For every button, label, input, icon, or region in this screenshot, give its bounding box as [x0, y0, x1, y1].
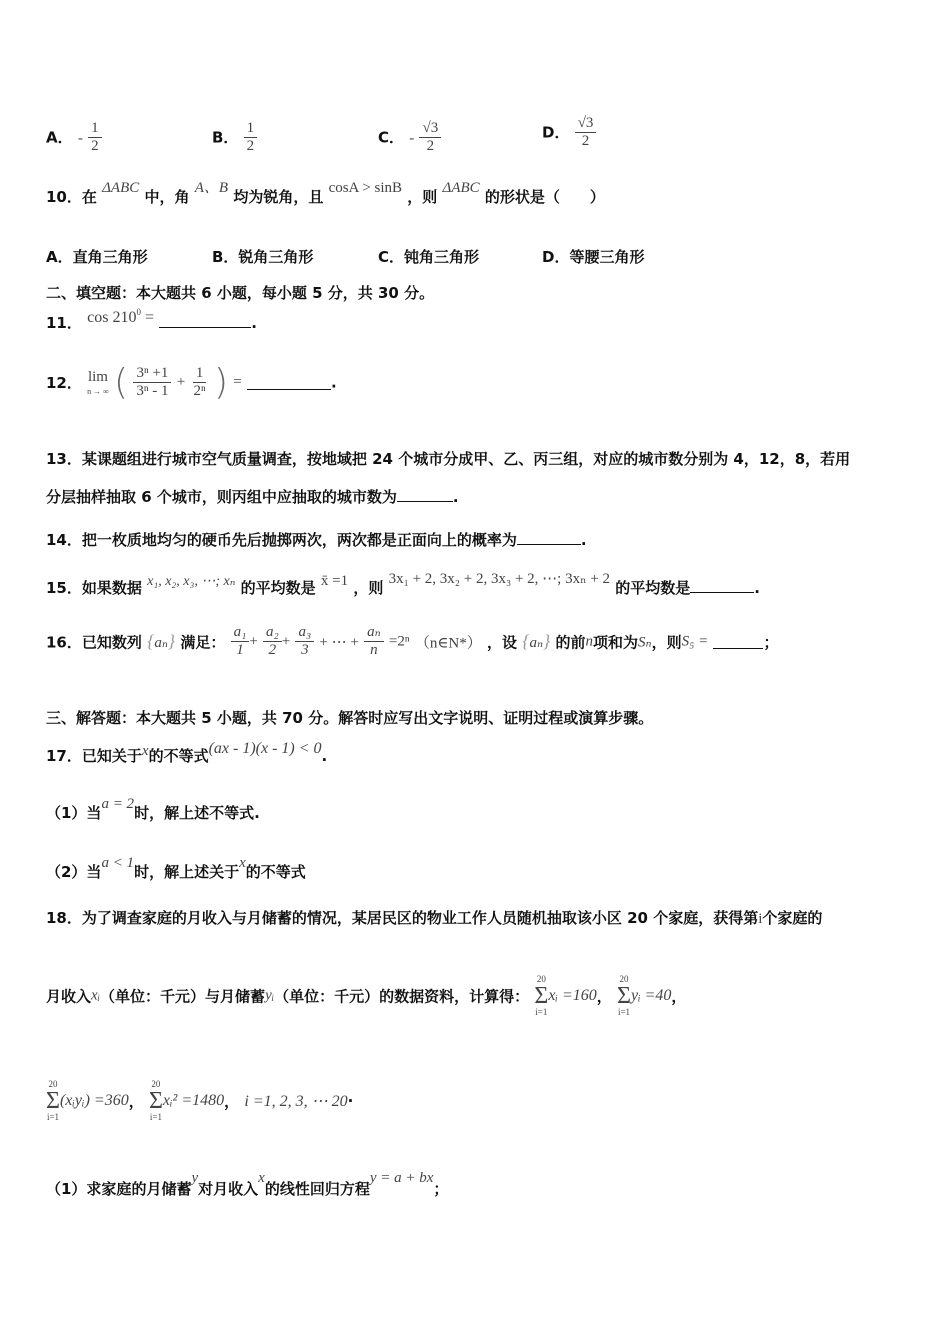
text: 对月收入 — [198, 1180, 259, 1198]
numerator: a₃ — [295, 624, 314, 642]
fraction-a1 — [231, 624, 250, 660]
question-number: 15． — [46, 579, 82, 597]
period: . — [580, 531, 587, 549]
dot: · — [347, 1092, 354, 1110]
plus: + — [176, 374, 186, 390]
q10-option-a: A．直角三角形 — [46, 248, 148, 266]
text: 已知关于 — [81, 747, 142, 765]
math-x: x — [239, 855, 246, 871]
fraction — [575, 115, 597, 151]
question-10 — [46, 180, 605, 207]
question-11 — [46, 307, 257, 333]
text: 已知数列 — [81, 633, 142, 652]
text: 月收入 — [46, 987, 92, 1006]
math-mean: x̄ =1 — [320, 573, 349, 589]
question-number: 11． — [46, 314, 82, 332]
semicolon: ； — [433, 1180, 449, 1198]
math-s5: S₅ = — [681, 633, 709, 650]
period: . — [754, 579, 760, 597]
q10-option-d: D．等腰三角形 — [542, 248, 645, 266]
q9-option-d — [542, 115, 596, 151]
option-label: C． — [378, 128, 405, 147]
text: 如果数据 — [81, 579, 142, 597]
index-range: i =1, 2, 3, ⋯ 20 — [244, 1093, 348, 1110]
math-sequence: {aₙ} — [522, 631, 551, 652]
denominator: 2 — [268, 642, 277, 659]
math-yi: yᵢ — [265, 987, 275, 1004]
q17-part-2 — [46, 855, 306, 882]
sigma-bottom: i=1 — [149, 1112, 162, 1122]
denominator: n — [370, 642, 378, 659]
denominator: 1 — [236, 642, 244, 659]
text: ，则 — [651, 633, 682, 652]
equals: = — [233, 374, 242, 390]
q17-part-1 — [46, 796, 260, 823]
q9-option-c — [378, 120, 441, 156]
math-condition: （n∈N*） — [414, 635, 482, 652]
sequence-term: aₙ — [529, 635, 544, 652]
text: （2）当 — [46, 863, 102, 881]
question-13-line-2 — [46, 486, 459, 507]
fraction — [419, 120, 441, 156]
text: 满足： — [180, 633, 226, 652]
text: 的平均数是 — [240, 579, 316, 597]
numerator: √3 — [419, 120, 441, 138]
q18-part-1 — [46, 1170, 449, 1199]
math-regression-equation: y = a + bx — [369, 1170, 434, 1186]
numerator: 1 — [88, 120, 102, 138]
math-n: n — [585, 633, 593, 650]
question-12 — [46, 362, 337, 403]
minus-sign: - — [409, 130, 415, 147]
comma: ， — [224, 1092, 240, 1111]
comma: ， — [128, 1092, 144, 1111]
question-17 — [46, 740, 328, 766]
sigma-bottom: i=1 — [46, 1112, 60, 1122]
answer-blank[interactable] — [159, 313, 251, 328]
math-triangle: ΔABC — [102, 180, 140, 196]
text: （1）当 — [46, 804, 102, 822]
sigma: 20 Σ i=1 — [46, 1079, 60, 1122]
period: . — [452, 488, 459, 506]
question-number: 10． — [46, 188, 82, 206]
sigma-bottom: i=1 — [535, 1007, 548, 1017]
math-condition: a < 1 — [101, 855, 135, 871]
fraction — [244, 120, 258, 156]
math-x: x — [141, 743, 149, 759]
sigma: 20 Σ i=1 — [148, 1079, 163, 1122]
text: 18．为了调查家庭的月收入与月储蓄的情况，某居民区的物业工作人员随机抽取该小区 20 个家庭，获得第 — [46, 909, 759, 927]
math-data-transformed: 3x₁ + 2, 3x₂ + 2, 3x₃ + 2, ⋯; 3xₙ + 2 — [388, 571, 611, 587]
math-i: i — [758, 911, 763, 927]
fraction-1 — [133, 365, 171, 401]
answer-blank[interactable] — [517, 530, 581, 545]
text: 项和为 — [592, 633, 638, 652]
text: 个家庭的 — [762, 909, 823, 927]
q10-option-b: B．锐角三角形 — [212, 248, 314, 266]
left-paren: ( — [114, 362, 129, 403]
numerator: a₁ — [231, 624, 250, 642]
answer-blank[interactable] — [397, 487, 453, 502]
question-15 — [46, 571, 760, 598]
denominator: 2 — [581, 133, 590, 150]
sigma-top: 20 — [48, 1079, 58, 1089]
denominator: 2 — [91, 138, 99, 155]
lim: lim — [87, 369, 108, 386]
option-label: A． — [46, 128, 73, 147]
text: ，则 — [407, 188, 438, 206]
limit — [87, 369, 109, 395]
math-triangle: ΔABC — [442, 180, 480, 196]
math-x: x — [258, 1170, 265, 1186]
sigma-bottom: i=1 — [617, 1007, 631, 1017]
text: 14．把一枚质地均匀的硬币先后抛掷两次，两次都是正面向上的概率为 — [46, 531, 517, 549]
numerator: 3ⁿ +1 — [133, 365, 171, 383]
text: 中，角 — [144, 188, 190, 206]
ellipsis: + ⋯ + — [319, 634, 359, 651]
sum-x-squared: xᵢ² =1480 — [162, 1092, 225, 1109]
numerator: aₙ — [364, 624, 384, 642]
lim-subscript: n → ∞ — [87, 386, 109, 396]
question-number: 16． — [46, 633, 82, 652]
text: （1）求家庭的月储蓄 — [46, 1180, 192, 1198]
text: 分层抽样抽取 6 个城市，则丙组中应抽取的城市数为 — [46, 488, 397, 506]
text: （单位：千元）的数据资料，计算得： — [274, 987, 530, 1006]
sequence-term: aₙ — [154, 635, 168, 652]
text: ，设 — [486, 633, 517, 652]
math-sn: Sₙ — [638, 634, 652, 651]
comma: ， — [671, 987, 687, 1006]
q9-option-b — [212, 120, 257, 156]
question-number: 12． — [46, 374, 82, 392]
minus-sign: - — [77, 130, 83, 147]
question-14 — [46, 529, 587, 550]
cos-expr: cos 210 — [87, 309, 137, 326]
text: （单位：千元）与月储蓄 — [100, 987, 266, 1006]
sigma-top: 20 — [619, 974, 629, 984]
semicolon: ； — [763, 633, 779, 652]
fraction — [88, 120, 102, 156]
text: 在 — [81, 188, 97, 206]
answer-blank[interactable] — [247, 375, 331, 390]
equals: = — [144, 309, 154, 326]
sum-x: xᵢ =160 — [548, 987, 597, 1004]
denominator: 2 — [246, 138, 255, 155]
text: 的不等式 — [148, 747, 209, 765]
period: . — [330, 373, 337, 392]
sigma: 20 Σ i=1 — [617, 974, 631, 1017]
math-condition: a = 2 — [101, 796, 135, 812]
math-cos — [87, 309, 154, 326]
question-16: 16．已知数列 {aₙ} 满足： $\frac{\text{a₁}}{1}$ + $\frac{\text{a₂}}{2}$ + $\frac{\text{a₃}}{3}$ + ⋯ + $\frac{\text{aₙ}}{n}$ =2ⁿ （n∈N*） ，设 {aₙ} 的前n项和为Sₙ，则S₅ = ； — [46, 624, 779, 659]
sum-y: yᵢ =40 — [630, 987, 672, 1004]
text: ，则 — [353, 579, 384, 597]
sum-xy: (xᵢyᵢ) =360 — [59, 1092, 129, 1109]
text: 时，解上述不等式. — [134, 804, 260, 822]
question-18-line-1 — [46, 907, 822, 928]
text: 的线性回归方程 — [264, 1180, 370, 1198]
section-3-heading: 三、解答题：本大题共 5 小题，共 70 分。解答时应写出文字说明、证明过程或演算步骤。 — [46, 709, 654, 727]
numerator: 1 — [193, 365, 207, 383]
q9-option-a — [46, 120, 102, 156]
math-angles: A、B — [194, 180, 229, 196]
period: . — [251, 314, 257, 332]
math-sequence: {aₙ} — [147, 631, 176, 652]
numerator: a₂ — [263, 624, 282, 642]
answer-blank[interactable] — [713, 634, 763, 649]
fraction-2 — [191, 365, 209, 401]
text: 均为锐角，且 — [233, 188, 324, 206]
right-paren: ) — [213, 362, 229, 403]
text: 时，解上述关于 — [134, 863, 240, 881]
text: 的不等式 — [245, 863, 306, 881]
text: 的平均数是 — [615, 579, 691, 597]
degree: 0 — [136, 307, 141, 317]
math-inequality: (ax - 1)(x - 1) < 0 — [208, 740, 322, 757]
period: . — [321, 747, 328, 765]
answer-blank[interactable] — [690, 578, 754, 593]
denominator: 2 — [426, 138, 435, 155]
math-rhs: =2ⁿ — [388, 633, 410, 650]
q10-option-c: C．钝角三角形 — [378, 248, 480, 266]
denominator: 2ⁿ — [193, 383, 206, 399]
sigma: 20 Σ i=1 — [534, 974, 549, 1017]
option-label: B． — [212, 128, 239, 147]
math-xi: xᵢ — [91, 987, 101, 1004]
question-number: 17． — [46, 747, 82, 765]
text: 的形状是（ ） — [484, 188, 605, 206]
option-label: D． — [542, 123, 570, 142]
math-data: x₁, x₂, x₃, ⋯; xₙ — [147, 574, 236, 589]
numerator: √3 — [575, 115, 597, 133]
question-18-line-2 — [46, 975, 686, 1017]
section-2-heading: 二、填空题：本大题共 6 小题，每小题 5 分，共 30 分。 — [46, 284, 435, 302]
denominator: 3ⁿ - 1 — [136, 383, 169, 399]
comma: ， — [596, 987, 612, 1006]
sigma-top: 20 — [151, 1079, 161, 1089]
sigma-top: 20 — [536, 974, 546, 984]
text: 的前 — [555, 633, 586, 652]
question-18-line-3 — [46, 1080, 353, 1122]
math-y: y — [191, 1170, 199, 1186]
fraction-a3 — [295, 624, 314, 660]
question-13-line-1: 13．某课题组进行城市空气质量调查，按地域把 24 个城市分成甲、乙、丙三组，对应的城市数分别为 4，12，8，若用 — [46, 450, 851, 468]
fraction-an — [364, 624, 384, 660]
fraction-a2 — [263, 624, 282, 660]
math-condition: cosA > sinB — [328, 180, 403, 196]
denominator: 3 — [301, 642, 309, 659]
numerator: 1 — [244, 120, 258, 138]
